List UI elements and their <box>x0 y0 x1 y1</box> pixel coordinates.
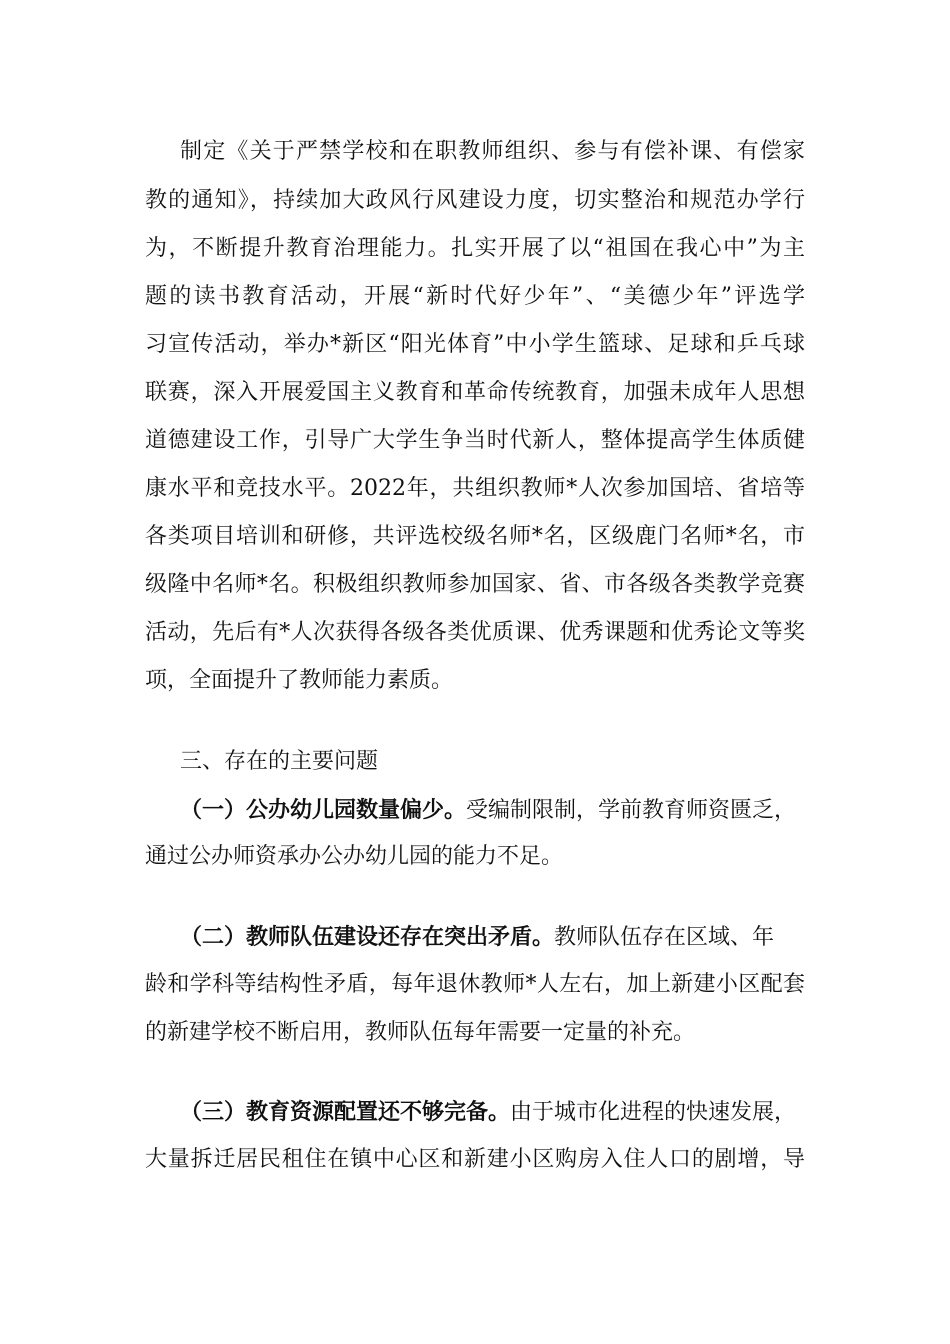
text-line <box>180 795 805 826</box>
issue-title: （三）教育资源配置还不够完备。 <box>180 1099 511 1125</box>
text-line: 康水平和竞技水平。2022年，共组织教师*人次参加国培、省培等 <box>145 476 805 501</box>
text-line: 项，全面提升了教师能力素质。 <box>145 668 454 693</box>
text-line: 道德建设工作，引导广大学生争当时代新人，整体提高学生体质健 <box>145 428 805 453</box>
text-line <box>180 922 805 953</box>
text-line: 通过公办师资承办公办幼儿园的能力不足。 <box>145 844 564 869</box>
text-line: 为，不断提升教育治理能力。扎实开展了以“祖国在我心中”为主 <box>145 236 805 261</box>
text-line <box>180 1097 805 1128</box>
issue-text: 教师队伍存在区域、年 <box>554 925 775 950</box>
issue-title: （一）公办幼儿园数量偏少。 <box>180 797 467 823</box>
text-line: 各类项目培训和研修，共评选校级名师*名，区级鹿门名师*名，市 <box>145 524 805 549</box>
text-line: 大量拆迁居民租住在镇中心区和新建小区购房入住人口的剧增，导 <box>145 1147 805 1172</box>
text-line: 教的通知》，持续加大政风行风建设力度，切实整治和规范办学行 <box>145 188 805 213</box>
text-line: 习宣传活动，举办*新区“阳光体育”中小学生篮球、足球和乒乓球 <box>145 332 805 357</box>
text-line: 的新建学校不断启用，教师队伍每年需要一定量的补充。 <box>145 1020 696 1045</box>
text-line: 级隆中名师*名。积极组织教师参加国家、省、市各级各类教学竞赛 <box>145 572 805 597</box>
text-line: 龄和学科等结构性矛盾，每年退休教师*人左右，加上新建小区配套 <box>145 972 805 997</box>
text-line: 题的读书教育活动，开展“新时代好少年”、“美德少年”评选学 <box>145 284 805 309</box>
section-heading: 三、存在的主要问题 <box>180 749 379 774</box>
text-line: 活动，先后有*人次获得各级各类优质课、优秀课题和优秀论文等奖 <box>145 620 805 645</box>
issue-text: 由于城市化进程的快速发展， <box>510 1100 797 1125</box>
text-line: 制定《关于严禁学校和在职教师组织、参与有偿补课、有偿家 <box>180 139 805 164</box>
issue-title: （二）教师队伍建设还存在突出矛盾。 <box>180 924 555 950</box>
text-line: 联赛，深入开展爱国主义教育和革命传统教育，加强未成年人思想 <box>145 380 805 405</box>
issue-text: 受编制限制，学前教育师资匮乏， <box>466 798 797 823</box>
